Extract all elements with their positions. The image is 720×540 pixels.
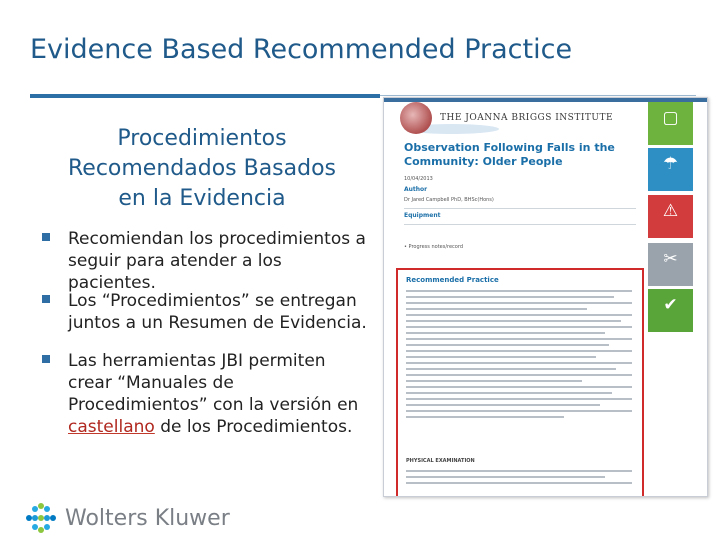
bullet-text-part: Las herramientas JBI permiten crear “Manuales de Procedimientos” con la versión en: [68, 351, 359, 415]
slide-subtitle: [52, 124, 352, 214]
author-name: Dr Jared Campbell PhD, BHSc(Hons): [404, 197, 494, 203]
equipment-label: Equipment: [404, 212, 441, 219]
book-icon: ▢: [648, 102, 693, 145]
scissors-icon: ✂: [648, 243, 693, 286]
bullet-marker: [42, 295, 50, 303]
jbi-logo-text: THE JOANNA BRIGGS INSTITUTE: [440, 113, 614, 123]
document-preview: [383, 97, 708, 497]
physical-exam-heading: PHYSICAL EXAMINATION: [406, 458, 475, 464]
bullet-marker: [42, 233, 50, 241]
tap-icon: ☂: [648, 148, 693, 191]
subtitle-line: Procedimientos: [117, 126, 287, 151]
castellano-link[interactable]: castellano: [68, 417, 155, 437]
recommended-practice-title: Recommended Practice: [406, 276, 499, 284]
bullet-text: Recomiendan los procedimientos a seguir para atender a los pacientes.: [68, 229, 366, 293]
physical-exam-body: [406, 470, 632, 488]
company-logo-text: Wolters Kluwer: [65, 506, 230, 531]
recommended-practice-highlight: [396, 268, 644, 497]
author-label: Author: [404, 186, 428, 193]
slide-title: Evidence Based Recommended Practice: [30, 34, 573, 65]
subtitle-line: en la Evidencia: [118, 186, 286, 211]
checkmark-icon: ✔: [648, 289, 693, 332]
jbi-logo-icon: [400, 102, 432, 134]
warning-icon: ⚠: [648, 195, 693, 238]
bullet-item: [42, 290, 372, 334]
divider: [404, 208, 636, 209]
bullet-marker: [42, 355, 50, 363]
divider: [404, 224, 636, 225]
bullet-text-part: de los Procedimientos.: [154, 417, 353, 437]
title-underline-thin: [380, 95, 696, 96]
bullet-text: [68, 350, 372, 438]
subtitle-line: Recomendados Basados: [67, 156, 337, 181]
document-date: 10/04/2013: [404, 176, 433, 182]
title-underline: [30, 94, 380, 98]
recommended-practice-body: [406, 290, 632, 422]
bullet-item: [42, 228, 372, 294]
equipment-item: • Progress notes/record: [404, 244, 463, 250]
bullet-item: [42, 350, 372, 438]
wolters-kluwer-logo-icon: [26, 503, 56, 533]
document-heading: Observation Following Falls in the Community: Older People: [404, 141, 615, 168]
bullet-text: Los “Procedimientos” se entregan juntos a un Resumen de Evidencia.: [68, 291, 367, 333]
